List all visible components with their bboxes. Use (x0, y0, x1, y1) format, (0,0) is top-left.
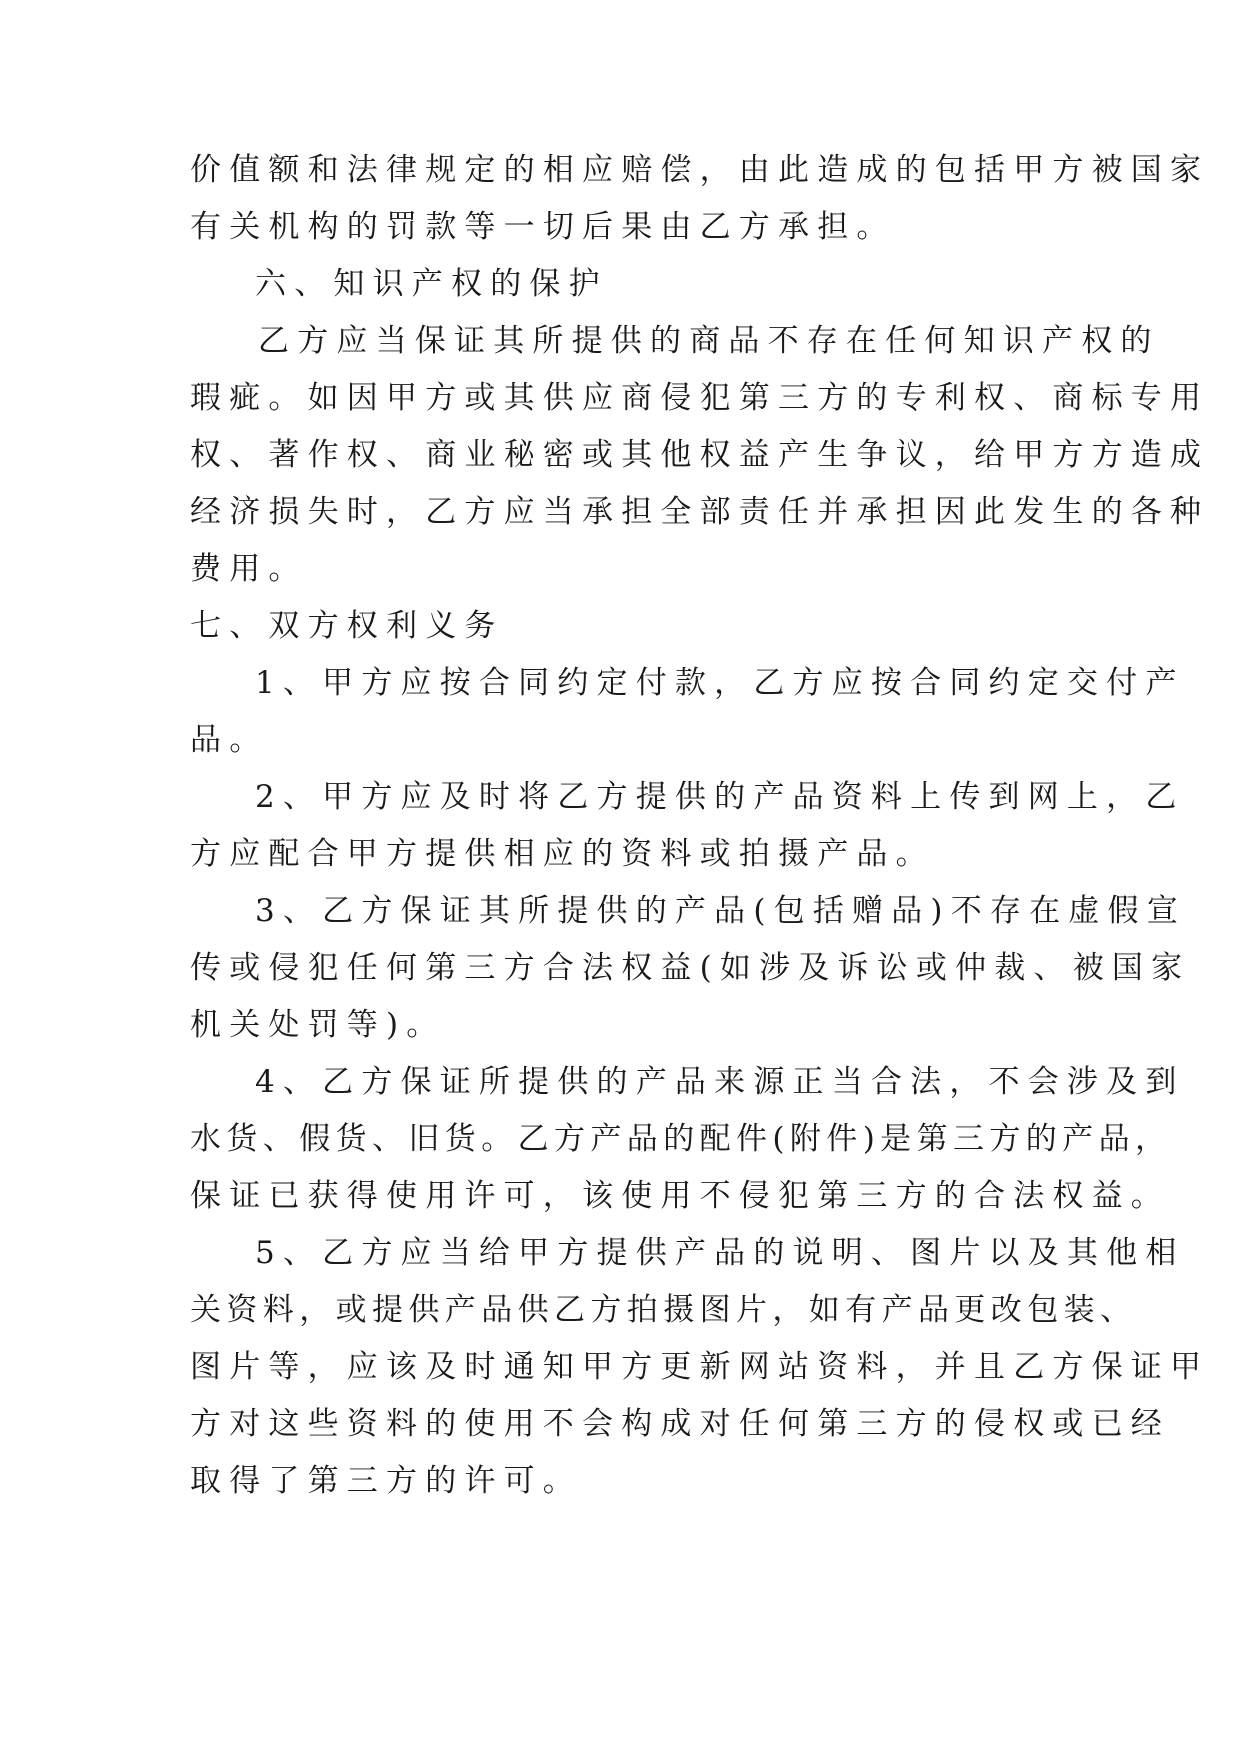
list-item: 5、乙方应当给甲方提供产品的说明、图片以及其他相 (255, 1235, 1185, 1271)
text-line: 图片等，应该及时通知甲方更新网站资料，并且乙方保证甲 (190, 1349, 1210, 1385)
text-line: 机关处罚等)。 (190, 1007, 446, 1043)
text-line: 费用。 (190, 551, 308, 587)
text-line: 有关机构的罚款等一切后果由乙方承担。 (190, 209, 896, 245)
list-item: 4、乙方保证所提供的产品来源正当合法，不会涉及到 (255, 1064, 1185, 1100)
list-item: 1、甲方应按合同约定付款，乙方应按合同约定交付产 (255, 665, 1185, 701)
text-line: 方应配合甲方提供相应的资料或拍摄产品。 (190, 836, 935, 872)
text-line: 水货、假货、旧货。乙方产品的配件(附件)是第三方的产品， (190, 1121, 1172, 1157)
text-line: 权、著作权、商业秘密或其他权益产生争议，给甲方方造成 (190, 437, 1210, 473)
text-line: 关资料，或提供产品供乙方拍摄图片，如有产品更改包装、 (190, 1292, 1137, 1328)
list-item: 3、乙方保证其所提供的产品(包括赠品)不存在虚假宣 (255, 893, 1186, 929)
text-line: 传或侵犯任何第三方合法权益(如涉及诉讼或仲裁、被国家 (190, 950, 1191, 986)
section-heading-seven: 七、双方权利义务 (190, 608, 504, 644)
text-line: 方对这些资料的使用不会构成对任何第三方的侵权或已经 (190, 1406, 1170, 1442)
text-line: 乙方应当保证其所提供的商品不存在任何知识产权的 (258, 323, 1160, 359)
text-line: 取得了第三方的许可。 (190, 1463, 582, 1499)
list-item: 2、甲方应及时将乙方提供的产品资料上传到网上，乙 (255, 779, 1185, 815)
text-line: 瑕疵。如因甲方或其供应商侵犯第三方的专利权、商标专用 (190, 380, 1210, 416)
text-line: 品。 (190, 722, 269, 758)
section-heading-six: 六、知识产权的保护 (255, 266, 608, 302)
text-line: 价值额和法律规定的相应赔偿，由此造成的包括甲方被国家 (190, 152, 1210, 188)
text-line: 经济损失时，乙方应当承担全部责任并承担因此发生的各种 (190, 494, 1210, 530)
text-line: 保证已获得使用许可，该使用不侵犯第三方的合法权益。 (190, 1178, 1170, 1214)
